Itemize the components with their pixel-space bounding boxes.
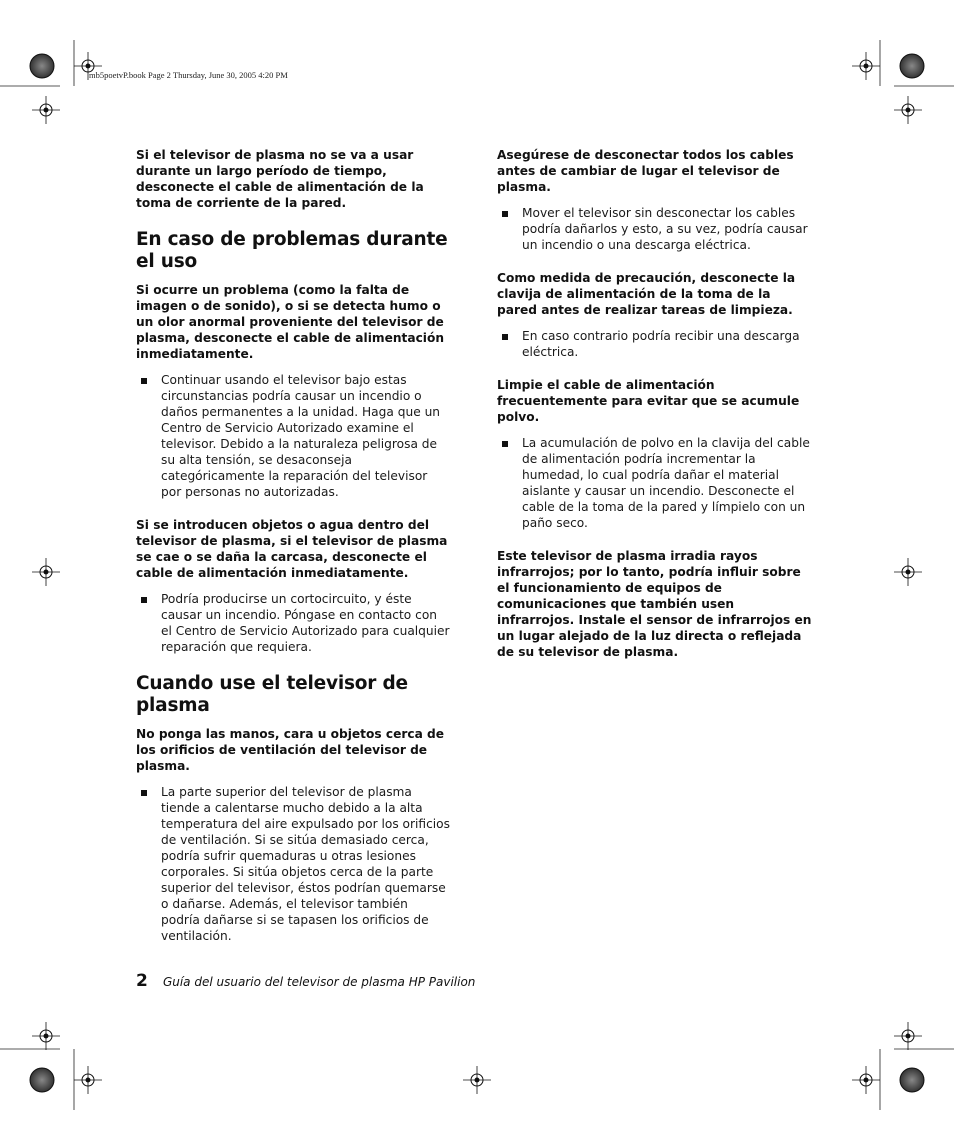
paragraph-cleaning: Como medida de precaución, desconecte la clavija de alimentación de la toma de la pared antes de realizar tareas de limpieza. <box>497 271 796 317</box>
paragraph-long-period: Si el televisor de plasma no se va a usar durante un largo período de tiempo, desconecte el cable de alimentación de la toma de corriente de la pared. <box>136 148 424 210</box>
paragraph-ventilation: No ponga las manos, cara u objetos cerca de los orificios de ventilación del televisor de plasma. <box>136 727 445 773</box>
right-column <box>497 147 813 670</box>
page-footer <box>136 971 475 991</box>
bullet-item: Continuar usando el televisor bajo estas circunstancias podría causar un incendio o daños permanentes a la unidad. Haga que un Centro de Servicio Autorizado examine el televisor. Debido a la naturaleza peligrosa de su alta tensión, se desaconseja categóricamente la reparación del televisor por personas no autorizadas. <box>136 372 450 500</box>
left-column <box>136 147 450 961</box>
heading-when-using: Cuando use el televisor de plasma <box>136 673 408 716</box>
page-number: 2 <box>136 971 148 991</box>
bullet-square-icon <box>141 790 147 796</box>
bullet-item: Podría producirse un cortocircuito, y éste causar un incendio. Póngase en contacto con el Centro de Servicio Autorizado para cualquier reparación que requiera. <box>136 591 450 655</box>
bullet-item: En caso contrario podría recibir una descarga eléctrica. <box>497 328 813 360</box>
bullet-square-icon <box>502 334 508 340</box>
paragraph-dust: Limpie el cable de alimentación frecuentemente para evitar que se acumule polvo. <box>497 378 800 424</box>
footer-title: Guía del usuario del televisor de plasma HP Pavilion <box>162 975 476 989</box>
bullet-square-icon <box>141 597 147 603</box>
paragraph-objects-water: Si se introducen objetos o agua dentro del televisor de plasma, si el televisor de plasma se cae o se daña la carcasa, desconecte el cable de alimentación inmediatamente. <box>136 518 448 580</box>
bullet-square-icon <box>502 441 508 447</box>
bullet-item: La acumulación de polvo en la clavija del cable de alimentación podría incrementar la humedad, lo cual podría dañar el material aislante y causar un incendio. Desconecte el cable de la toma de la pared y límpielo con un paño seco. <box>497 435 813 531</box>
paragraph-problem-occurs: Si ocurre un problema (como la falta de imagen o de sonido), o si se detecta humo o un olor anormal proveniente del televisor de plasma, desconecte el cable de alimentación inmediatamente. <box>136 283 445 361</box>
heading-problems: En caso de problemas durante el uso <box>136 229 448 272</box>
paragraph-disconnect-cables: Asegúrese de desconectar todos los cables antes de cambiar de lugar el televisor de plasma. <box>497 148 794 194</box>
bullet-item: Mover el televisor sin desconectar los cables podría dañarlos y esto, a su vez, podría causar un incendio o una descarga eléctrica. <box>497 205 813 253</box>
bullet-square-icon <box>141 378 147 384</box>
bullet-square-icon <box>502 211 508 217</box>
bullet-item: La parte superior del televisor de plasma tiende a calentarse mucho debido a la alta temperatura del aire expulsado por los orificios de ventilación. Si se sitúa demasiado cerca, podría sufrir quemaduras u otras lesiones corporales. Si sitúa objetos cerca de la parte superior del televisor, éstos podrían quemarse o dañarse. Además, el televisor también podría dañarse si se tapasen los orificios de ventilación. <box>136 784 450 944</box>
paragraph-infrared: Este televisor de plasma irradia rayos infrarrojos; por lo tanto, podría influir sobre el funcionamiento de equipos de comunicaciones que también usen infrarrojos. Instale el sensor de infrarrojos en un lugar alejado de la luz directa o reflejada de su televisor de plasma. <box>497 549 812 659</box>
file-slug: mb5poetvP.book Page 2 Thursday, June 30, 2005 4:20 PM <box>89 70 288 80</box>
